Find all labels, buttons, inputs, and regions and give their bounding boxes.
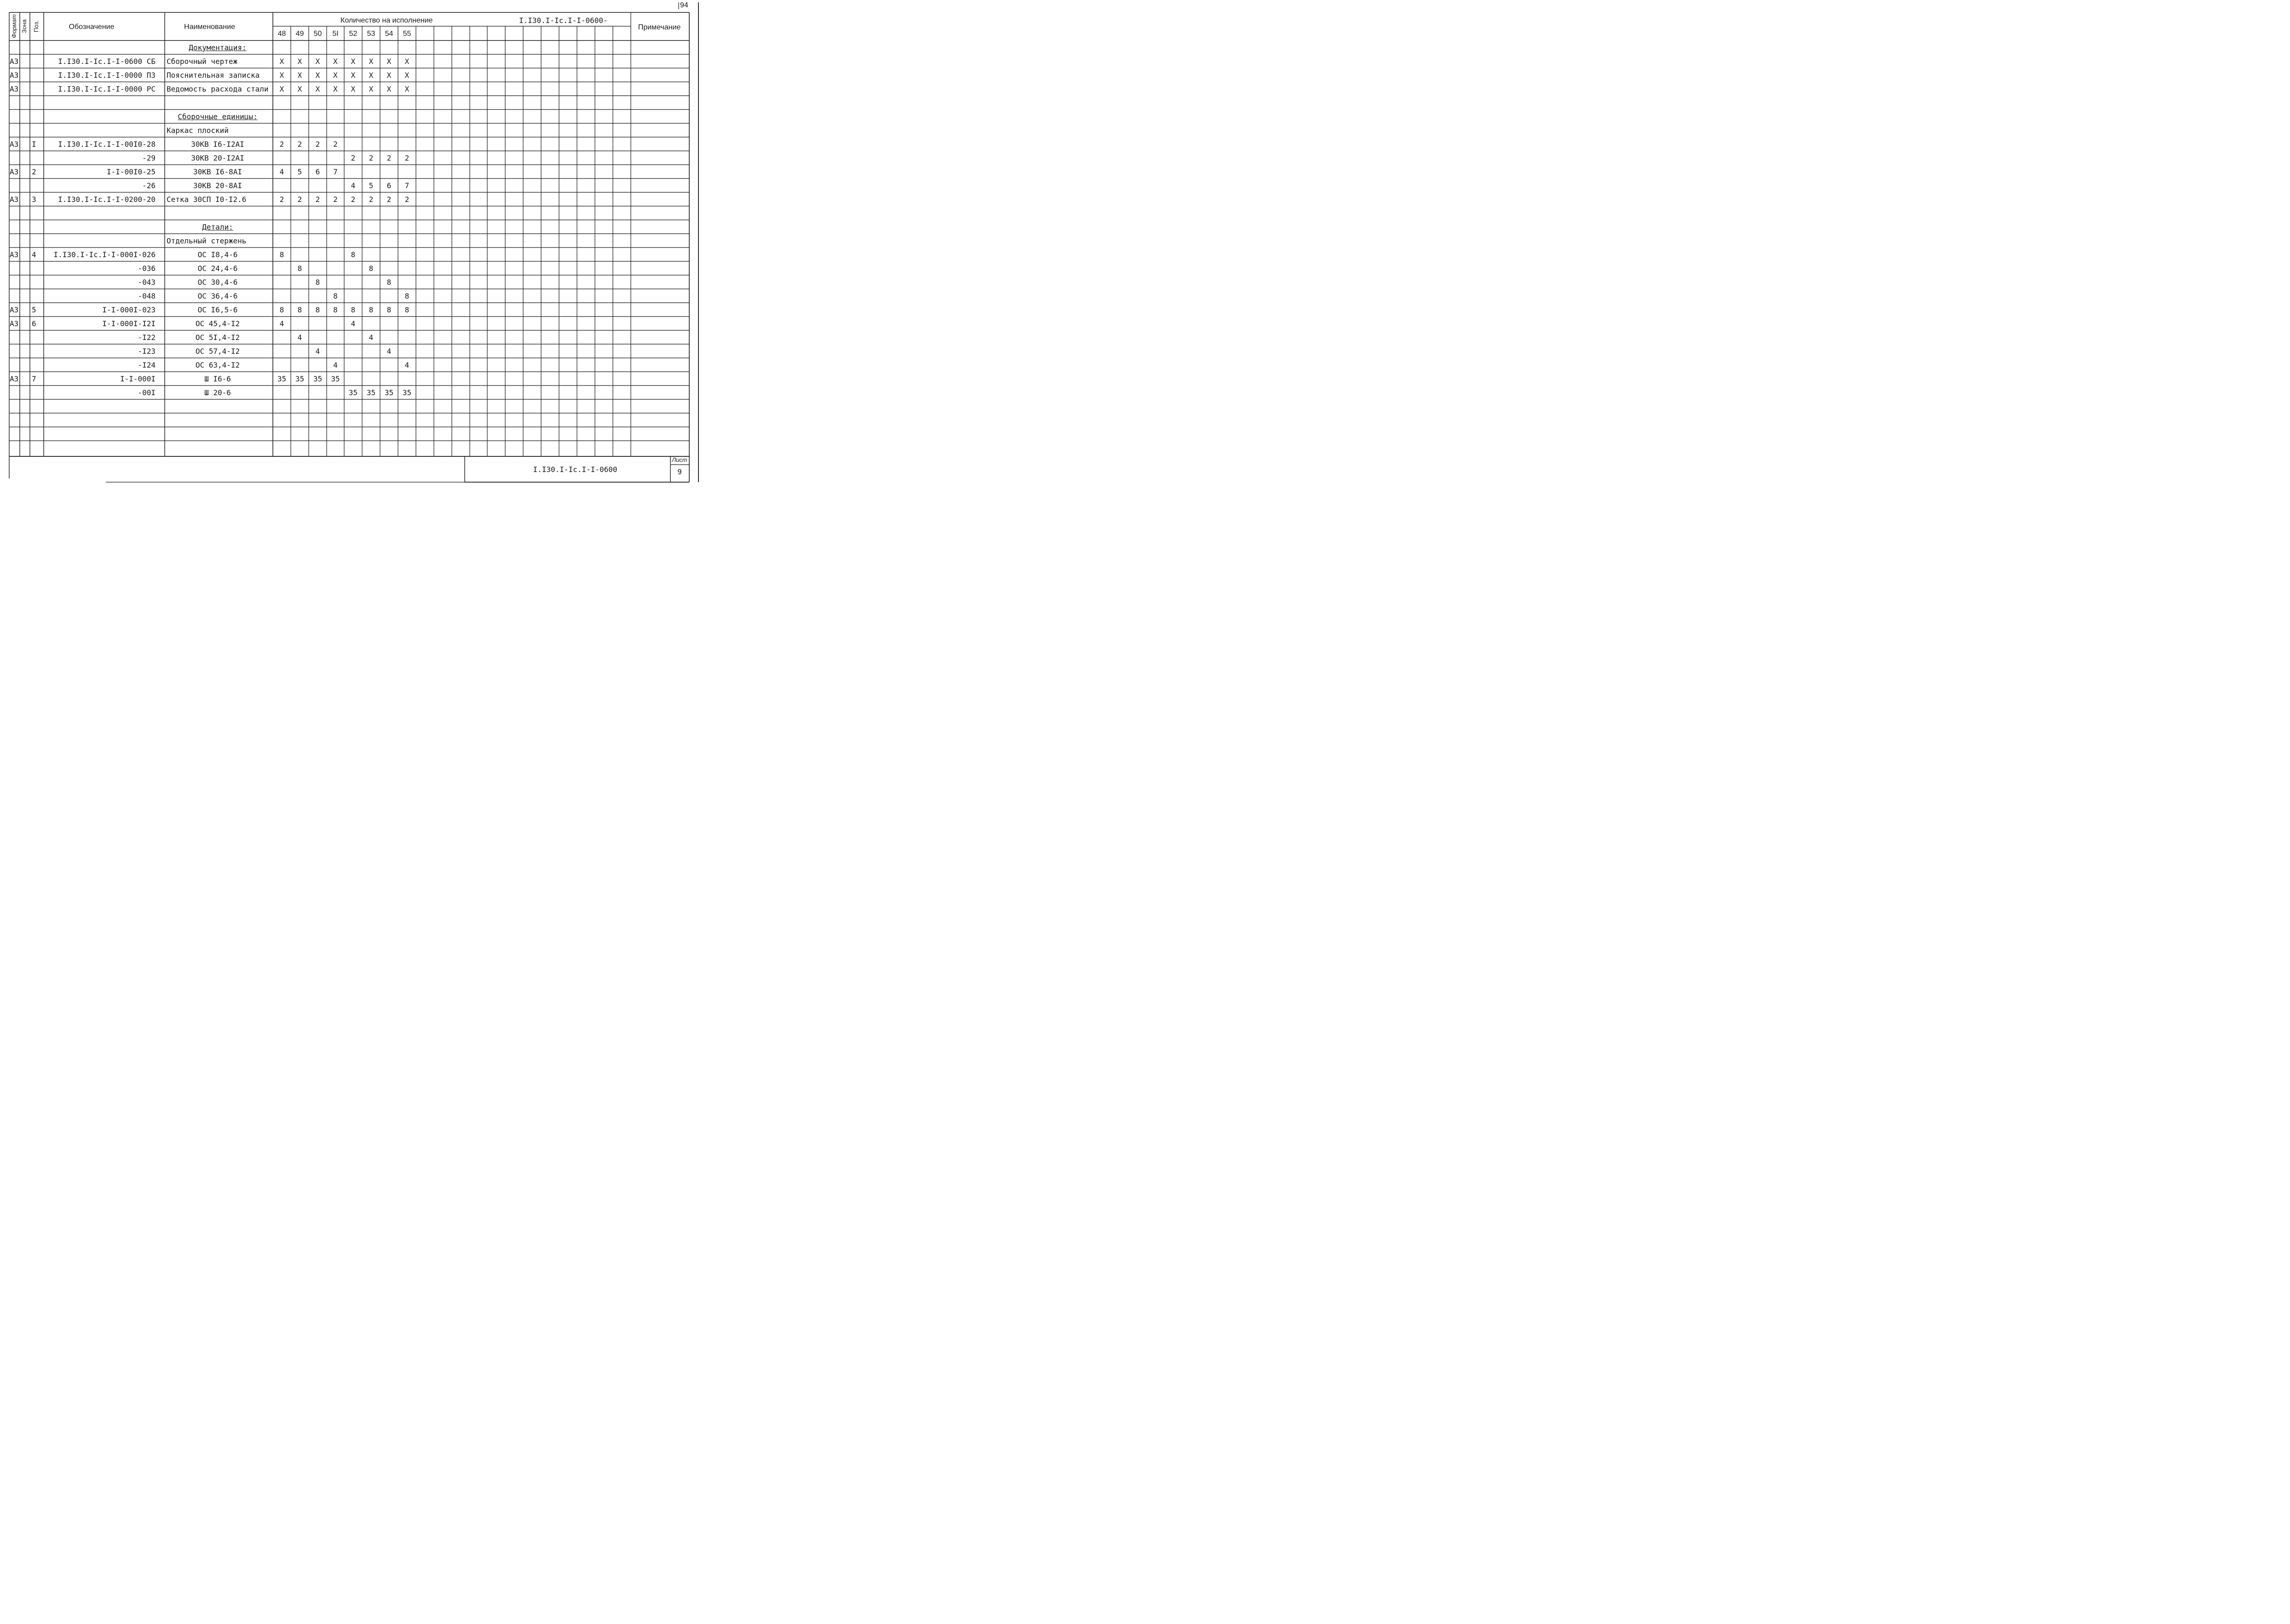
row-name: ОС I6,5-6 <box>197 305 238 314</box>
row-quantity: 2 <box>404 195 410 204</box>
header-execution-7: 55 <box>403 30 411 38</box>
row-quantity: 4 <box>315 347 320 356</box>
row-format: А3 <box>10 250 19 259</box>
row-quantity: 35 <box>384 388 394 397</box>
header-execution-4: 52 <box>349 30 358 38</box>
row-name: Сетка 30СП I0-I2.6 <box>167 195 247 204</box>
row-quantity: 5 <box>369 181 374 190</box>
row-designation: I.I30.I-Ic.I-I-0200-20 <box>58 195 156 204</box>
row-quantity: 7 <box>333 167 338 176</box>
header-execution-6: 54 <box>385 30 393 38</box>
row-quantity: X <box>351 71 356 80</box>
row-designation: -I23 <box>138 347 156 356</box>
row-name: Каркас плоский <box>167 126 229 135</box>
row-quantity: 2 <box>315 195 320 204</box>
row-designation: -I22 <box>138 333 156 342</box>
row-name: ОС 45,4-I2 <box>195 319 240 328</box>
row-quantity: X <box>333 57 338 66</box>
row-designation: -048 <box>138 292 156 300</box>
row-quantity: 7 <box>404 181 410 190</box>
row-designation: I.I30.I-Ic.I-I-00I0-28 <box>58 140 156 149</box>
row-quantity: 35 <box>402 388 412 397</box>
row-designation: I.I30.I-Ic.I-I-0000 ПЗ <box>58 71 156 80</box>
row-quantity: X <box>369 71 374 80</box>
section-heading: Документация: <box>189 43 247 52</box>
row-quantity: 35 <box>366 388 376 397</box>
row-quantity: 8 <box>315 278 320 287</box>
row-quantity: 8 <box>333 305 338 314</box>
row-quantity: 8 <box>404 305 410 314</box>
row-designation: -I24 <box>138 361 156 369</box>
row-format: А3 <box>10 305 19 314</box>
row-quantity: 6 <box>315 167 320 176</box>
row-name: 30КВ I6-8АI <box>193 167 242 176</box>
row-pos: 7 <box>32 374 36 383</box>
row-name: ОС 36,4-6 <box>197 292 238 300</box>
row-designation: -29 <box>142 154 156 162</box>
row-format: А3 <box>10 71 19 80</box>
row-pos: 6 <box>32 319 36 328</box>
row-name: ОС 24,4-6 <box>197 264 238 273</box>
row-name: 30КВ I6-I2АI <box>191 140 244 149</box>
row-quantity: 2 <box>386 195 392 204</box>
row-designation: I-I-000I-I2I <box>102 319 156 328</box>
header-execution-1: 49 <box>295 30 304 38</box>
row-format: А3 <box>10 85 19 93</box>
row-name: ОС 57,4-I2 <box>195 347 240 356</box>
row-quantity: 4 <box>297 333 302 342</box>
row-quantity: 2 <box>297 140 302 149</box>
row-quantity: 4 <box>404 361 410 369</box>
row-quantity: 8 <box>351 250 356 259</box>
row-designation: -00I <box>138 388 156 397</box>
row-name: Ш 20-6 <box>204 388 231 397</box>
row-quantity: 2 <box>279 195 284 204</box>
row-quantity: X <box>386 85 392 93</box>
row-quantity: 8 <box>297 264 302 273</box>
row-quantity: 35 <box>295 374 305 383</box>
footer-doc-code: I.I30.I-Ic.I-I-0600 <box>533 465 617 474</box>
row-format: А3 <box>10 57 19 66</box>
row-quantity: 8 <box>279 250 284 259</box>
row-quantity: 8 <box>386 278 392 287</box>
page-number: 94 <box>680 1 688 9</box>
row-quantity: X <box>297 85 302 93</box>
header-quantity-title: Количество на исполнение <box>340 17 433 24</box>
row-name: 30КВ 20-8АI <box>193 181 242 190</box>
row-format: А3 <box>10 319 19 328</box>
header-pos: Поз. <box>33 20 40 32</box>
row-quantity: 4 <box>351 319 356 328</box>
row-quantity: X <box>369 85 374 93</box>
row-quantity: 2 <box>351 195 356 204</box>
row-quantity: 5 <box>297 167 302 176</box>
row-name: Сборочный чертеж <box>167 57 238 66</box>
row-quantity: X <box>351 57 356 66</box>
row-quantity: 35 <box>313 374 323 383</box>
row-name: ОС 63,4-I2 <box>195 361 240 369</box>
row-quantity: 2 <box>315 140 320 149</box>
row-name: Отдельный стержень <box>167 236 247 245</box>
row-quantity: X <box>315 85 320 93</box>
row-quantity: X <box>333 85 338 93</box>
row-designation: -043 <box>138 278 156 287</box>
row-designation: I-I-000I-023 <box>102 305 156 314</box>
header-series-code: I.I30.I-Ic.I-I-0600- <box>519 16 608 25</box>
row-quantity: X <box>279 71 284 80</box>
row-quantity: X <box>333 71 338 80</box>
row-quantity: 8 <box>369 305 374 314</box>
row-name: 30КВ 20-I2АI <box>191 154 244 162</box>
row-quantity: X <box>404 57 410 66</box>
section-heading: Детали: <box>202 223 233 231</box>
row-pos: 3 <box>32 195 36 204</box>
row-quantity: 8 <box>404 292 410 300</box>
row-quantity: 35 <box>348 388 358 397</box>
row-quantity: 35 <box>277 374 287 383</box>
row-pos: I <box>32 140 36 149</box>
row-quantity: 4 <box>351 181 356 190</box>
header-designation: Обозначение <box>69 23 115 31</box>
header-note: Примечание <box>638 23 681 31</box>
row-quantity: 8 <box>315 305 320 314</box>
row-quantity: 2 <box>279 140 284 149</box>
header-execution-2: 50 <box>313 30 322 38</box>
row-name: Ш I6-6 <box>204 374 231 383</box>
row-pos: 2 <box>32 167 36 176</box>
section-heading: Сборочные единицы: <box>178 112 258 121</box>
row-format: А3 <box>10 374 19 383</box>
row-name: ОС I8,4-6 <box>197 250 238 259</box>
row-quantity: 8 <box>279 305 284 314</box>
row-quantity: 8 <box>297 305 302 314</box>
row-pos: 4 <box>32 250 36 259</box>
row-quantity: 8 <box>351 305 356 314</box>
row-quantity: 2 <box>333 195 338 204</box>
row-quantity: 4 <box>279 167 284 176</box>
row-designation: -036 <box>138 264 156 273</box>
row-quantity: 2 <box>369 195 374 204</box>
row-quantity: 8 <box>386 305 392 314</box>
row-quantity: 8 <box>333 292 338 300</box>
row-quantity: X <box>315 71 320 80</box>
row-designation: -26 <box>142 181 156 190</box>
row-quantity: X <box>386 57 392 66</box>
specification-sheet <box>0 0 711 504</box>
row-designation: I-I-00I0-25 <box>107 167 156 176</box>
row-quantity: 8 <box>369 264 374 273</box>
row-quantity: 2 <box>351 154 356 162</box>
row-quantity: 4 <box>369 333 374 342</box>
row-name: ОС 30,4-6 <box>197 278 238 287</box>
header-execution-3: 5I <box>332 30 339 38</box>
row-quantity: 4 <box>386 347 392 356</box>
row-quantity: 2 <box>369 154 374 162</box>
header-zone: Зона <box>21 19 28 33</box>
footer-sheet-number: 9 <box>677 467 682 476</box>
row-designation: I.I30.I-Ic.I-I-0600 СБ <box>58 57 156 66</box>
header-format: Формат <box>11 14 17 38</box>
row-quantity: 2 <box>386 154 392 162</box>
row-quantity: X <box>351 85 356 93</box>
row-quantity: 35 <box>331 374 340 383</box>
row-format: А3 <box>10 195 19 204</box>
row-quantity: X <box>404 85 410 93</box>
row-quantity: 4 <box>333 361 338 369</box>
row-quantity: X <box>279 57 284 66</box>
row-quantity: X <box>279 85 284 93</box>
row-quantity: X <box>369 57 374 66</box>
row-designation: I.I30.I-Ic.I-I-000I-026 <box>53 250 156 259</box>
header-execution-5: 53 <box>367 30 375 38</box>
row-name: Пояснительная записка <box>167 71 260 80</box>
row-quantity: X <box>297 57 302 66</box>
header-name: Наименование <box>184 23 235 31</box>
row-designation: I.I30.I-Ic.I-I-0000 РС <box>58 85 156 93</box>
row-quantity: 6 <box>386 181 392 190</box>
header-execution-0: 48 <box>277 30 286 38</box>
row-format: А3 <box>10 167 19 176</box>
row-quantity: X <box>404 71 410 80</box>
footer-sheet-label: Лист <box>672 456 687 463</box>
row-designation: I-I-000I <box>120 374 156 383</box>
row-name: Ведомость расхода стали <box>167 85 269 93</box>
row-quantity: X <box>315 57 320 66</box>
row-quantity: 2 <box>404 154 410 162</box>
row-quantity: 2 <box>333 140 338 149</box>
row-pos: 5 <box>32 305 36 314</box>
row-name: ОС 5I,4-I2 <box>195 333 240 342</box>
row-format: А3 <box>10 140 19 149</box>
row-quantity: X <box>386 71 392 80</box>
row-quantity: 4 <box>279 319 284 328</box>
row-quantity: 2 <box>297 195 302 204</box>
row-quantity: X <box>297 71 302 80</box>
